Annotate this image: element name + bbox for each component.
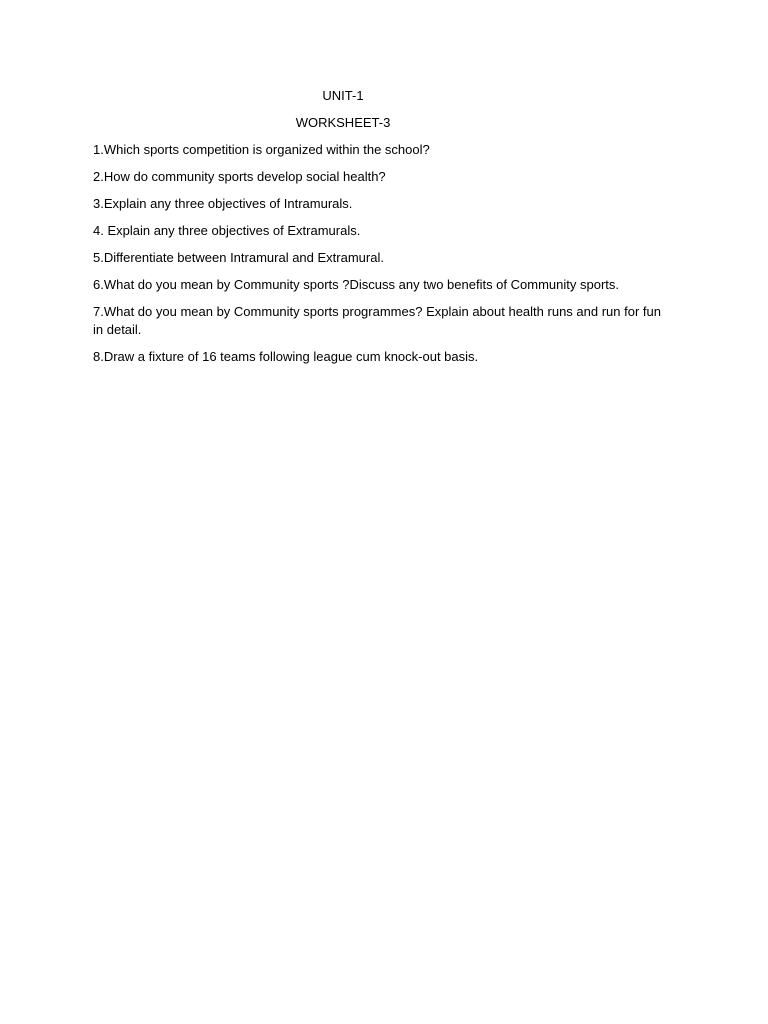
unit-title: UNIT-1 [322, 88, 364, 103]
question-5: 5.Differentiate between Intramural and Extramural. [93, 250, 384, 265]
worksheet-title: WORKSHEET-3 [295, 115, 391, 130]
question-7: 7.What do you mean by Community sports programmes? Explain about health runs and run for fun in detail. [93, 304, 661, 337]
question-6: 6.What do you mean by Community sports ?Discuss any two benefits of Community sports. [93, 277, 619, 292]
worksheet-content [93, 87, 673, 375]
question-2: 2.How do community sports develop social health? [93, 169, 386, 184]
question-3: 3.Explain any three objectives of Intramurals. [93, 196, 353, 211]
question-1: 1.Which sports competition is organized within the school? [93, 142, 430, 157]
question-4: 4. Explain any three objectives of Extramurals. [93, 223, 361, 238]
question-8: 8.Draw a fixture of 16 teams following league cum knock-out basis. [93, 349, 479, 364]
